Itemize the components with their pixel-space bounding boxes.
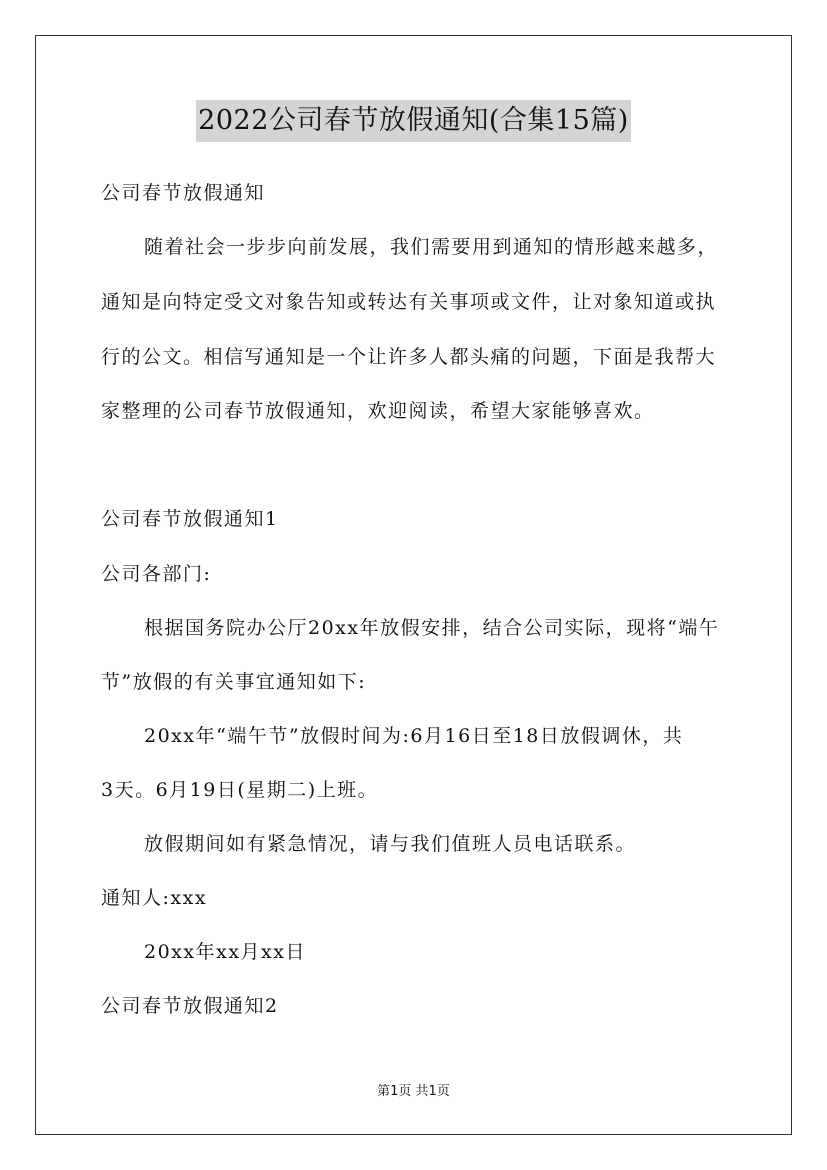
page-number-footer: 第1页 共1页: [377, 1084, 450, 1099]
document-title: 2022公司春节放假通知(合集15篇): [196, 100, 631, 142]
salutation: 公司各部门:: [101, 563, 212, 585]
title-container: [0, 100, 827, 142]
notifier-line: 通知人:xxx: [101, 887, 208, 909]
paragraph-line: 节”放假的有关事宜通知如下:: [101, 671, 367, 693]
paragraph-line: 根据国务院办公厅20xx年放假安排，结合公司实际，现将“端午: [144, 617, 720, 639]
paragraph-line: 行的公文。相信写通知是一个让许多人都头痛的问题，下面是我帮大: [101, 346, 717, 368]
paragraph-line: 20xx年“端午节”放假时间为:6月16日至18日放假调休，共: [144, 725, 684, 747]
section-heading-1: 公司春节放假通知1: [101, 508, 279, 530]
paragraph-line: 随着社会一步步向前发展，我们需要用到通知的情形越来越多，: [144, 236, 719, 258]
paragraph-line: 家整理的公司春节放假通知，欢迎阅读，希望大家能够喜欢。: [101, 400, 655, 422]
paragraph-line: 通知是向特定受文对象告知或转达有关事项或文件，让对象知道或执: [101, 291, 717, 313]
paragraph-line: 放假期间如有紧急情况，请与我们值班人员电话联系。: [144, 833, 637, 855]
section-heading-2: 公司春节放假通知2: [101, 995, 279, 1017]
paragraph-line: 3天。6月19日(星期二)上班。: [101, 779, 379, 801]
date-line: 20xx年xx月xx日: [144, 941, 306, 963]
section-heading-intro: 公司春节放假通知: [101, 182, 266, 204]
